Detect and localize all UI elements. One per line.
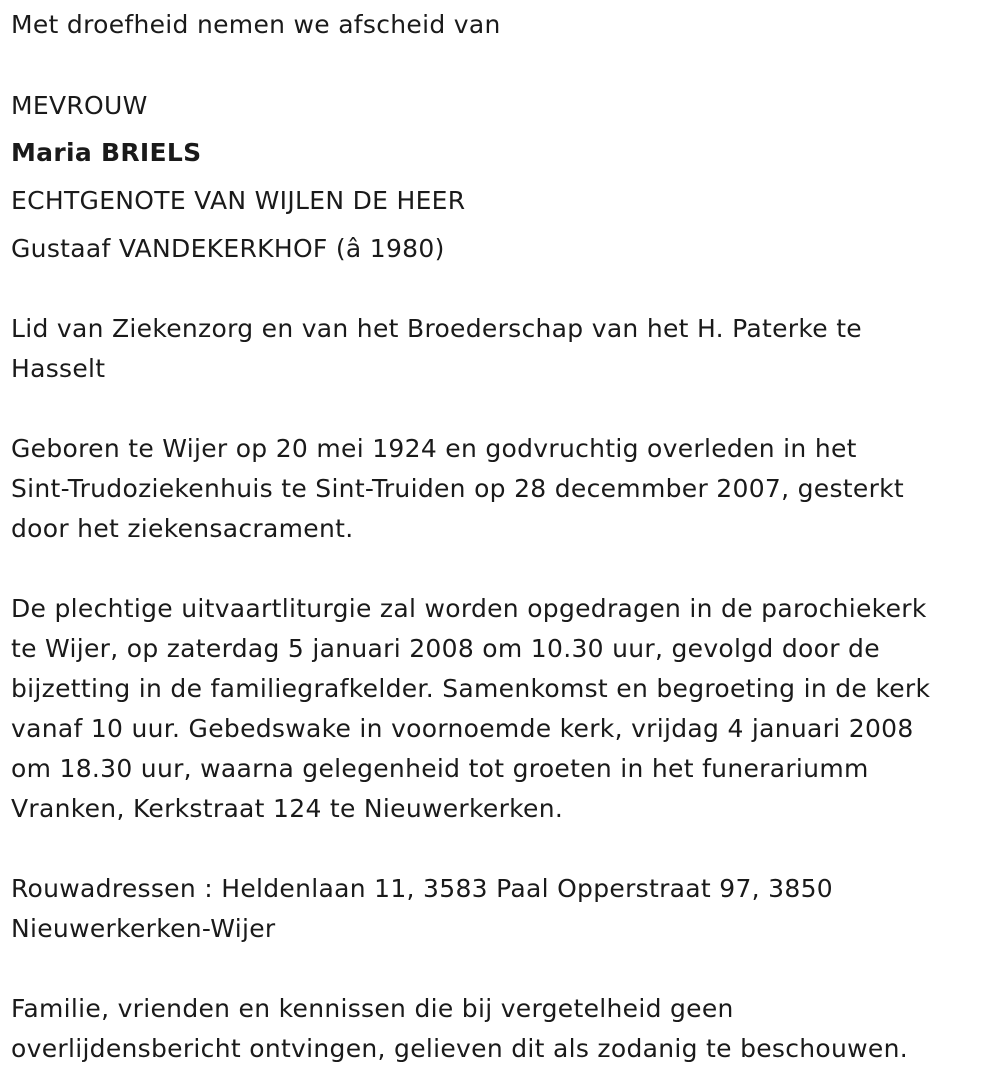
- text-line: De plechtige uitvaartliturgie zal worden opgedragen in de parochiekerk: [11, 594, 927, 623]
- text-line: door het ziekensacrament.: [11, 514, 354, 543]
- text-line: Geboren te Wijer op 20 mei 1924 en godvruchtig overleden in het: [11, 434, 857, 463]
- closing-paragraph: [11, 989, 986, 1069]
- intro-text: Met droefheid nemen we afscheid van: [11, 10, 501, 39]
- text-line: Sint-Trudoziekenhuis te Sint-Truiden op 28 decemmber 2007, gesterkt: [11, 474, 905, 503]
- text-line: om 18.30 uur, waarna gelegenheid tot groeten in het funerariumm: [11, 754, 869, 783]
- text-line: te Wijer, op zaterdag 5 januari 2008 om 10.30 uur, gevolgd door de: [11, 634, 880, 663]
- birth-death-paragraph: [11, 429, 986, 549]
- addresses-paragraph: [11, 869, 986, 949]
- spouse-title: ECHTGENOTE VAN WIJLEN DE HEER: [11, 186, 466, 215]
- text-line: Hasselt: [11, 354, 106, 383]
- funeral-paragraph: [11, 589, 986, 829]
- text-line: Familie, vrienden en kennissen die bij vergetelheid geen: [11, 994, 734, 1023]
- text-line: Rouwadressen : Heldenlaan 11, 3583 Paal Opperstraat 97, 3850: [11, 874, 833, 903]
- text-line: bijzetting in de familiegrafkelder. Samenkomst en begroeting in de kerk: [11, 674, 931, 703]
- text-line: Lid van Ziekenzorg en van het Broederschap van het H. Paterke te: [11, 314, 862, 343]
- spouse-name: Gustaaf VANDEKERKHOF (â 1980): [11, 234, 445, 263]
- deceased-name: Maria BRIELS: [11, 138, 202, 167]
- text-line: overlijdensbericht ontvingen, gelieven dit als zodanig te beschouwen.: [11, 1034, 908, 1063]
- text-line: Vranken, Kerkstraat 124 te Nieuwerkerken.: [11, 794, 564, 823]
- membership-paragraph: [11, 309, 986, 389]
- honorific: MEVROUW: [11, 91, 148, 120]
- text-line: vanaf 10 uur. Gebedswake in voornoemde kerk, vrijdag 4 januari 2008: [11, 714, 914, 743]
- text-line: Nieuwerkerken-Wijer: [11, 914, 276, 943]
